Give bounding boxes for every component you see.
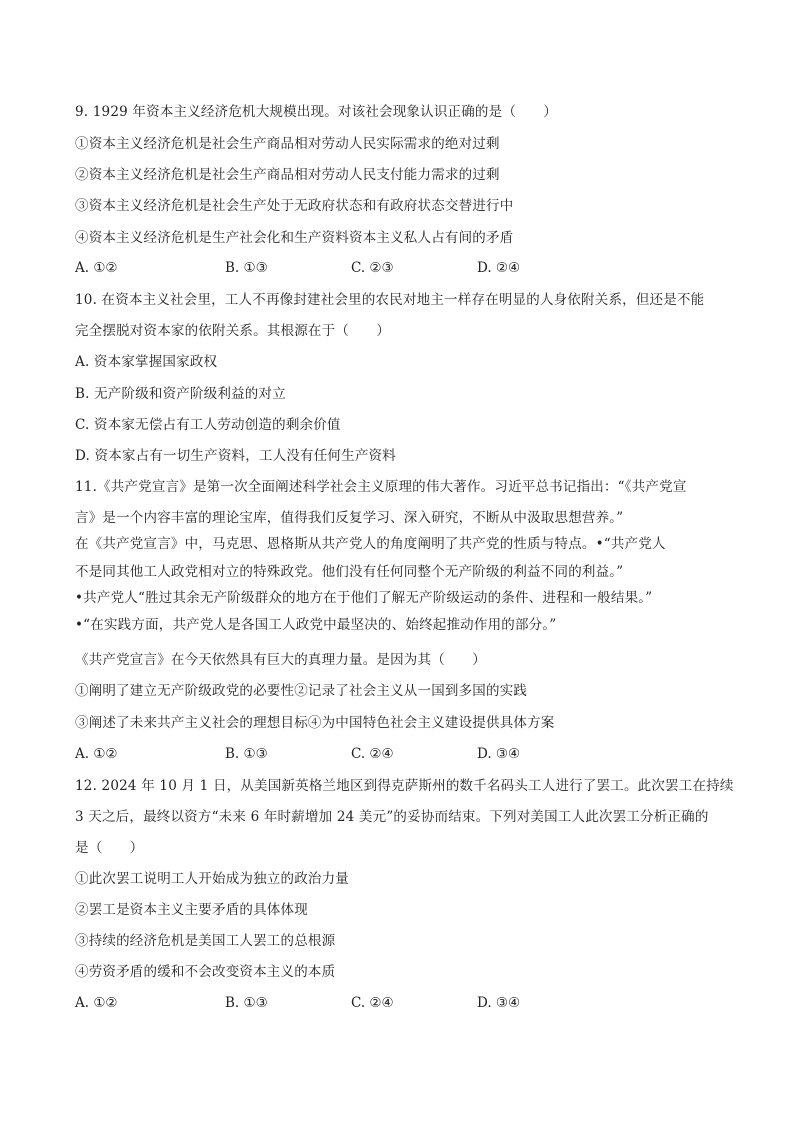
q11-line-1: 11.《共产党宣言》是第一次全面阐述科学社会主义原理的伟大著作。习近平总书记指出：“《共产党宣 (75, 479, 687, 495)
q12-line-2: 3 天之后，最终以资方“未来 6 年时薪增加 24 美元”的妥协而结束。下列对美国工人此次罢工分析正确的 (75, 809, 709, 825)
q11-line-9: ③阐述了未来共产主义社会的理想目标④为中国特色社会主义建设提供具体方案 (75, 715, 555, 731)
q11-line-7: 《共产党宣言》在今天依然具有巨大的真理力量。是因为其（ ） (75, 652, 486, 668)
q9-item-1: ①资本主义经济危机是社会生产商品相对劳动人民实际需求的绝对过剩 (75, 136, 500, 152)
q11-line-2: 言》是一个内容丰富的理论宝库，值得我们反复学习、深入研究，不断从中汲取思想营养。” (75, 510, 624, 526)
q10-option-b: B. 无产阶级和资产阶级利益的对立 (75, 386, 286, 402)
q12-option-d: D. ③④ (477, 995, 521, 1011)
q9-item-4: ④资本主义经济危机是生产社会化和生产资料资本主义私人占有间的矛盾 (75, 230, 514, 246)
q9-option-c: C. ②③ (351, 260, 394, 276)
q9-stem: 9. 1929 年资本主义经济危机大规模出现。对该社会现象认识正确的是（ ） (75, 104, 558, 120)
q11-option-d: D. ③④ (477, 746, 521, 762)
q12-item-4: ④劳资矛盾的缓和不会改变资本主义的本质 (75, 964, 336, 980)
q10-stem-line-1: 10. 在资本主义社会里，工人不再像封建社会里的农民对地主一样存在明显的人身依附关系，但还是不能 (75, 292, 705, 308)
q11-option-a: A. ①② (75, 746, 118, 762)
q9-item-3: ③资本主义经济危机是社会生产处于无政府状态和有政府状态交替进行中 (75, 198, 514, 214)
q9-item-2: ②资本主义经济危机是社会生产商品相对劳动人民支付能力需求的过剩 (75, 167, 500, 183)
q12-line-1: 12. 2024 年 10 月 1 日，从美国新英格兰地区到得克萨斯州的数千名码头工人进行了罢工。此次罢工在持续 (75, 778, 734, 794)
q11-option-b: B. ①③ (225, 746, 268, 762)
q12-item-1: ①此次罢工说明工人开始成为独立的政治力量 (75, 871, 349, 887)
q12-option-c: C. ②④ (351, 995, 394, 1011)
q10-option-c: C. 资本家无偿占有工人劳动创造的剩余价值 (75, 417, 341, 433)
q12-option-b: B. ①③ (225, 995, 268, 1011)
q11-line-6: •“在实践方面，共产党人是各国工人政党中最坚决的、始终起推动作用的部分。” (75, 617, 557, 633)
q12-line-3: 是（ ） (75, 840, 144, 856)
q11-line-5: •共产党人“胜过其余无产阶级群众的地方在于他们了解无产阶级运动的条件、进程和一般结果。” (75, 590, 653, 606)
q11-line-8: ①阐明了建立无产阶级政党的必要性②记录了社会主义从一国到多国的实践 (75, 683, 528, 699)
q9-option-a: A. ①② (75, 260, 118, 276)
q10-option-a: A. 资本家掌握国家政权 (75, 354, 218, 370)
q12-option-a: A. ①② (75, 995, 118, 1011)
q12-item-2: ②罢工是资本主义主要矛盾的具体体现 (75, 902, 308, 918)
q11-line-3: 在《共产党宣言》中，马克思、恩格斯从共产党人的角度阐明了共产党的性质与特点。•“共产党人 (75, 536, 666, 552)
q9-option-d: D. ②④ (477, 260, 521, 276)
q11-option-c: C. ②④ (351, 746, 394, 762)
q10-stem-line-2: 完全摆脱对资本家的依附关系。其根源在于（ ） (75, 323, 391, 339)
q12-item-3: ③持续的经济危机是美国工人罢工的总根源 (75, 933, 336, 949)
q11-line-4: 不是同其他工人政党相对立的特殊政党。他们没有任何同整个无产阶级的利益不同的利益。” (75, 564, 624, 580)
q10-option-d: D. 资本家占有一切生产资料，工人没有任何生产资料 (75, 448, 396, 464)
q9-option-b: B. ①③ (225, 260, 268, 276)
